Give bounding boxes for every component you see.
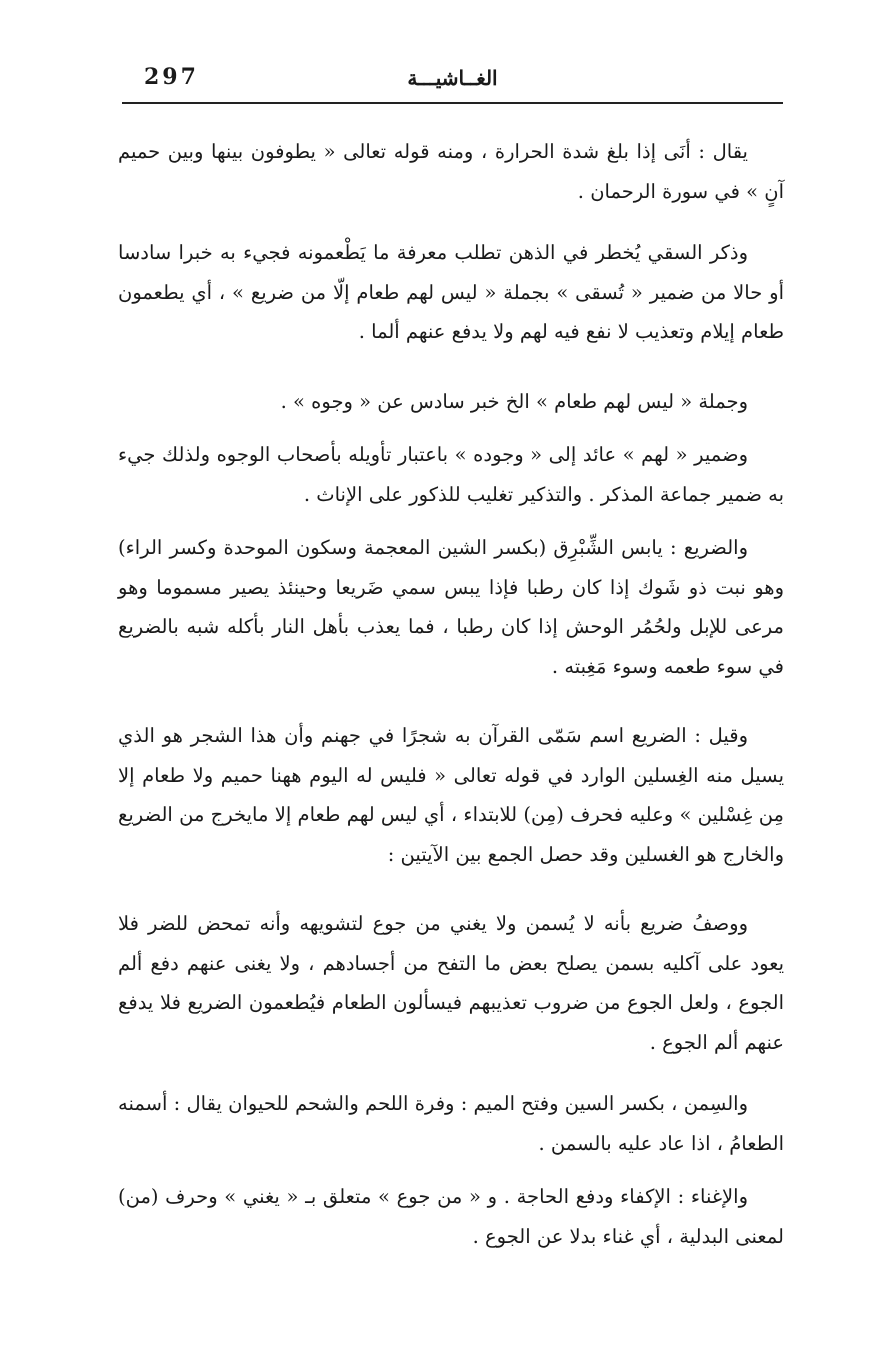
paragraph-2: وذكر السقي يُخطر في الذهن تطلب معرفة ما يَطْعمونه فجيء به خبرا سادسا أو حالا من ضمير « تُسقى » بجملة « ليس لهم طعام إلّا من ضريع » ، أي يطعمون طعام إيلام وتعذيب لا نفع فيه لهم ولا يدفع عنهم ألما . (118, 241, 784, 343)
page-number: 297 (144, 64, 199, 90)
paragraph-4: وضمير « لهم » عائد إلى « وجوده » باعتبار تأويله بأصحاب الوجوه ولذلك جيء به ضمير جماعة المذكر . والتذكير تغليب للذكور على الإناث . (118, 443, 784, 506)
paragraph-5: والضريع : يابس الشِّبْرِق (بكسر الشين المعجمة وسكون الموحدة وكسر الراء) وهو نبت ذو شَوك إذا كان رطبا فإذا يبس سمي ضَريعا وحينئذ يصير مسموما وهو مرعى للإبل ولحُمُر الوحش إذا كان رطبا ، فما يعذب بأهل النار بأكله شبه بالضريع في سوء طعمه وسوء مَغِبته . (118, 536, 784, 678)
paragraph-7: ووصفُ ضريع بأنه لا يُسمن ولا يغني من جوع لتشويهه وأنه تمحض للضر فلا يعود على آكليه بسمن يصلح بعض ما التفح من أجسادهم ، ولا يغنى عنهم دفع ألم الجوع ، ولعل الجوع من ضروب تعذيبهم فيسألون الطعام فيُطعمون الضريع فلا يدفع عنهم ألم الجوع . (118, 912, 784, 1054)
paragraph-9: والإغناء : الإكفاء ودفع الحاجة . و « من جوع » متعلق بـ « يغني » وحرف (من) لمعنى البدلية ، أي غناء بدلا عن الجوع . (118, 1185, 784, 1248)
header-rule (122, 102, 783, 104)
running-title: الغــاشيـــة (407, 66, 498, 90)
body-text (118, 132, 784, 1256)
paragraph-1: يقال : أنَى إذا بلغ شدة الحرارة ، ومنه قوله تعالى « يطوفون بينها وبين حميم آنٍ » في سورة الرحمان . (118, 140, 784, 203)
paragraph-6: وقيل : الضريع اسم سَمّى القرآن به شجرًا في جهنم وأن هذا الشجر هو الذي يسيل منه الغِسلين الوارد في قوله تعالى « فليس له اليوم ههنا حميم ولا طعام إلا مِن غِسْلين » وعليه فحرف (مِن) للابتداء ، أي ليس لهم طعام إلا مايخرج من الضريع والخارج هو الغسلين وقد حصل الجمع بين الآيتين : (118, 724, 784, 866)
paragraph-3: وجملة « ليس لهم طعام » الخ خبر سادس عن « وجوه » . (280, 389, 748, 413)
page-header (122, 58, 783, 102)
paragraph-8: والسِمن ، بكسر السين وفتح الميم : وفرة اللحم والشحم للحيوان يقال : أسمنه الطعامُ ، اذا عاد عليه بالسمن . (118, 1092, 784, 1155)
